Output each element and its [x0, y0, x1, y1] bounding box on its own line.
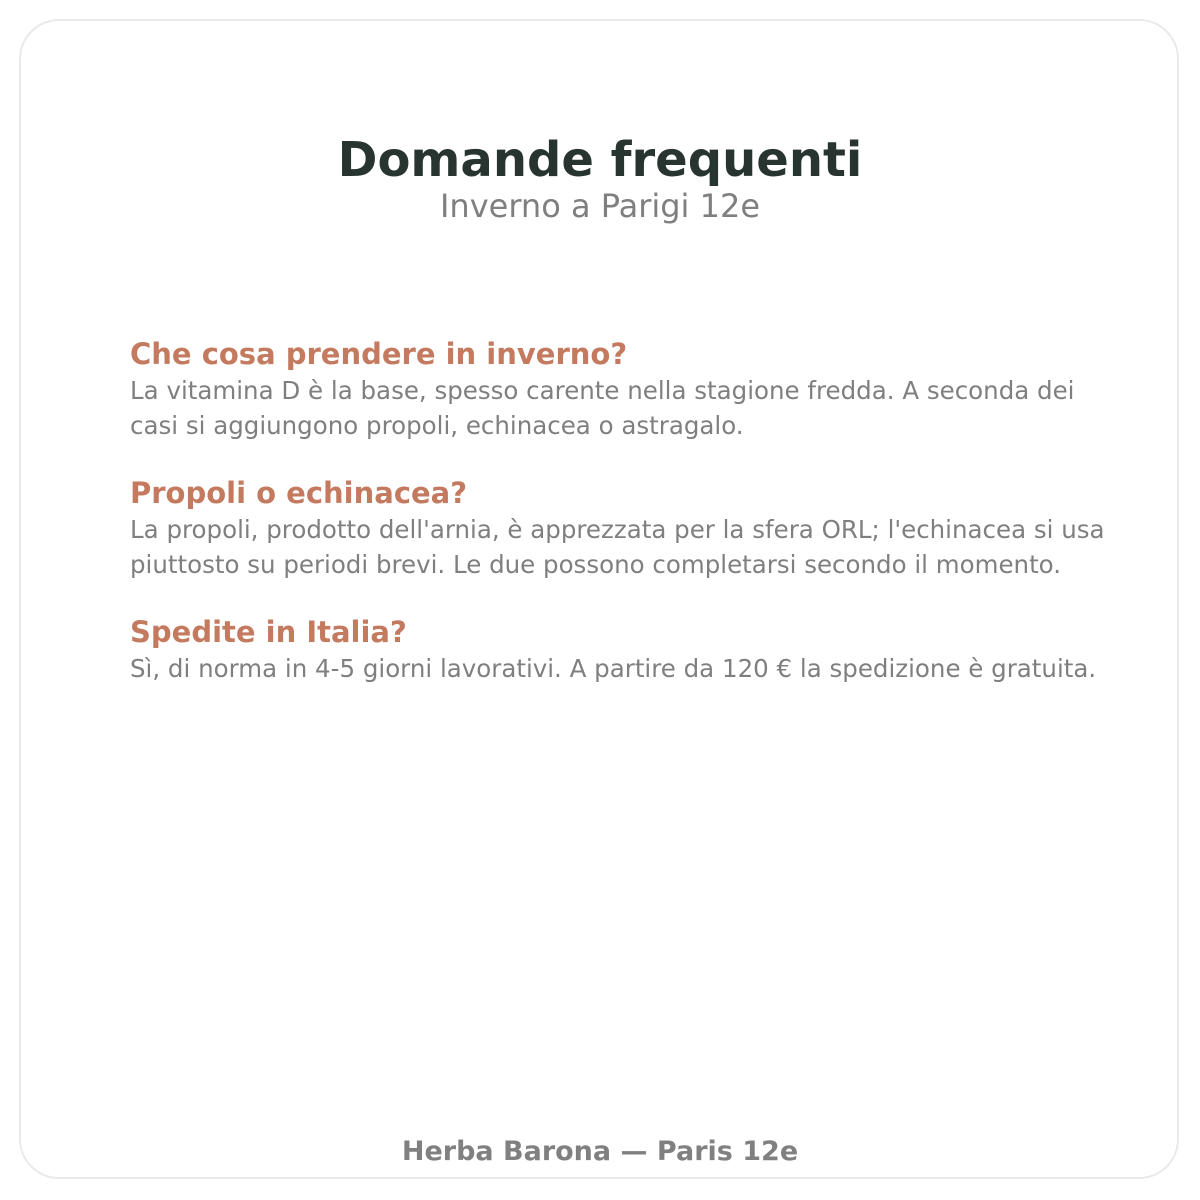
faq-item: [130, 474, 1110, 582]
faq-item: [130, 613, 1110, 686]
page-subtitle: Inverno a Parigi 12e: [439, 187, 761, 225]
footer-brand: Herba Barona — Paris 12e: [401, 1136, 799, 1167]
faq-question: Che cosa prendere in inverno?: [130, 337, 628, 371]
faq-list: [130, 335, 1110, 717]
faq-answer: La propoli, prodotto dell'arnia, è apprezzata per la sfera ORL; l'echinacea si usa piuttosto su periodi brevi. Le due possono completarsi secondo il momento.: [130, 515, 1105, 579]
faq-question: Propoli o echinacea?: [130, 476, 468, 510]
faq-question: Spedite in Italia?: [130, 615, 407, 649]
faq-item: [130, 335, 1110, 443]
page-title: Domande frequenti: [337, 132, 863, 189]
faq-answer: Sì, di norma in 4-5 giorni lavorativi. A partire da 120 € la spedizione è gratuita.: [130, 654, 1097, 683]
faq-answer: La vitamina D è la base, spesso carente nella stagione fredda. A seconda dei casi si aggiungono propoli, echinacea o astragalo.: [130, 376, 1075, 440]
